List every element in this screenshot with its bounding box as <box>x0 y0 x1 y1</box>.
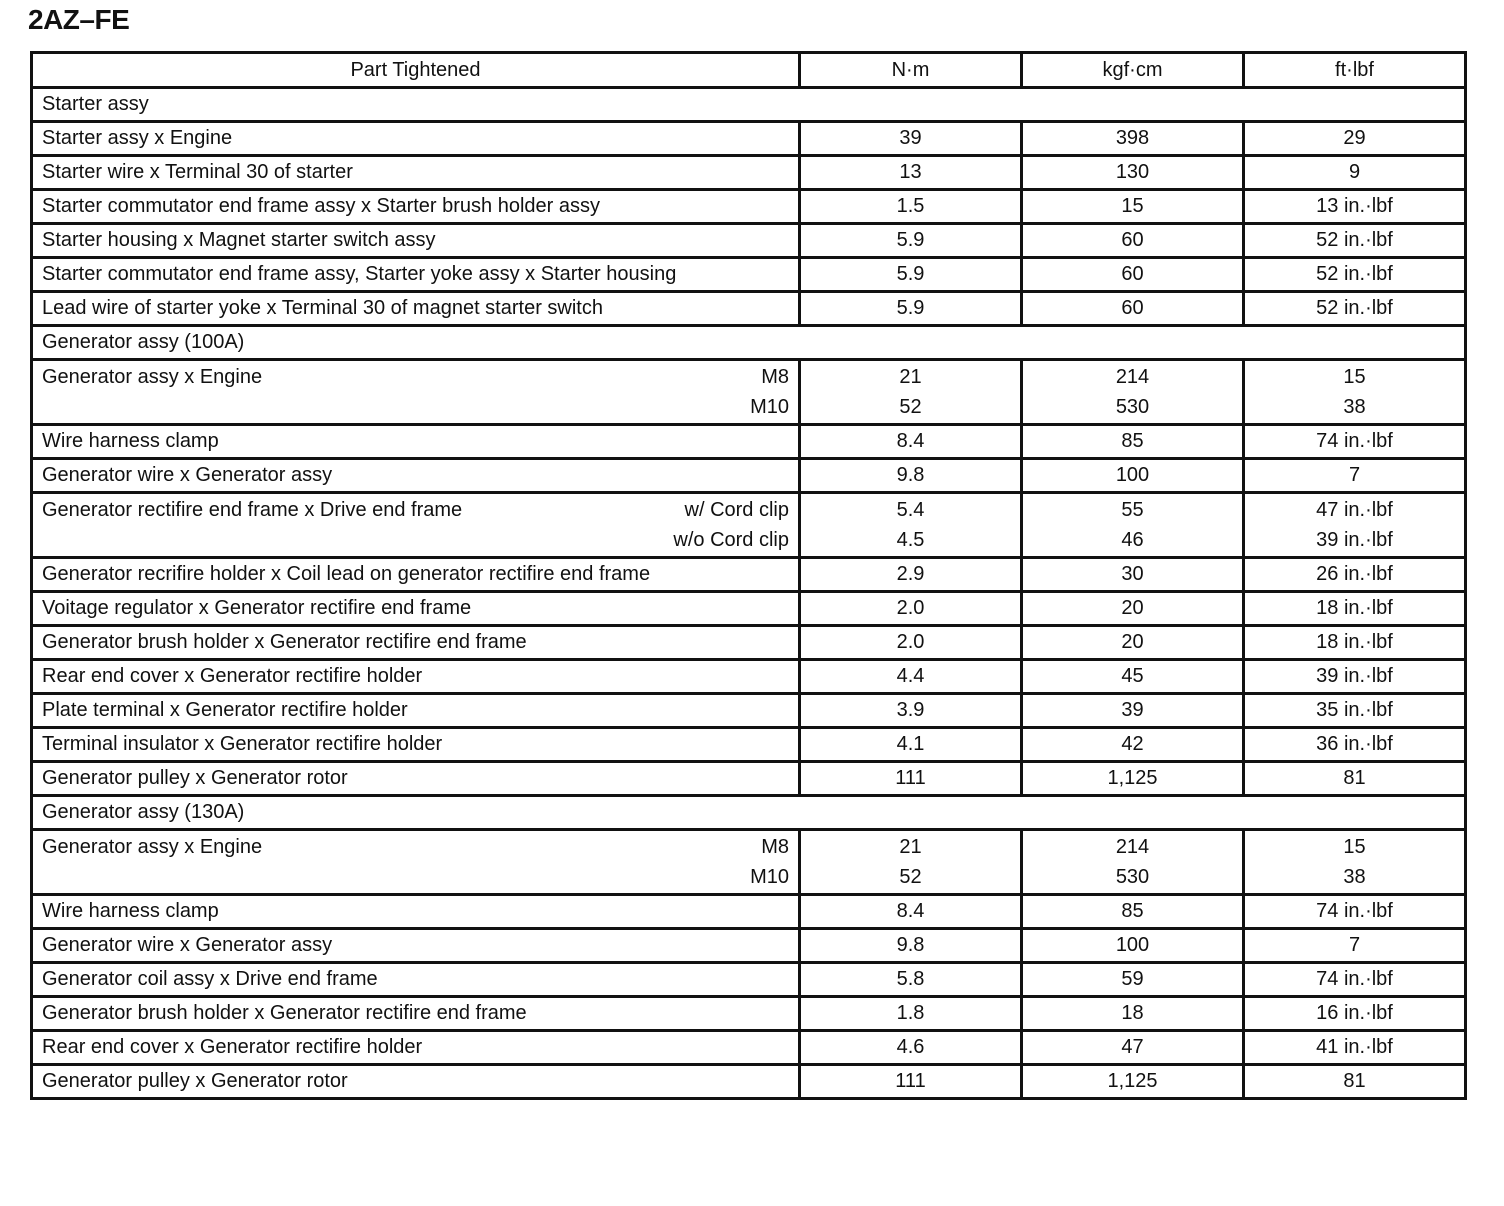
part-cell: Generator brush holder x Generator rectifire end frame <box>32 997 800 1031</box>
variant-label: w/ Cord clip <box>684 499 789 521</box>
nm-value: 9.8 <box>800 929 1022 963</box>
ft-value: 39 in.·lbf <box>1316 529 1393 551</box>
ft-value: 7 <box>1244 459 1466 493</box>
ft-value: 35 in.·lbf <box>1244 694 1466 728</box>
ft-value: 81 <box>1244 762 1466 796</box>
nm-value: 21 <box>899 366 922 388</box>
kgf-values <box>1032 495 1233 555</box>
ft-value: 74 in.·lbf <box>1244 425 1466 459</box>
table-row <box>32 1031 1466 1065</box>
part-cell: Rear end cover x Generator rectifire holder <box>32 1031 800 1065</box>
part-cell: Terminal insulator x Generator rectifire holder <box>32 728 800 762</box>
nm-cell <box>800 493 1022 558</box>
nm-value: 111 <box>800 1065 1022 1099</box>
nm-value: 5.9 <box>800 292 1022 326</box>
nm-value: 1.5 <box>800 190 1022 224</box>
nm-value: 5.8 <box>800 963 1022 997</box>
variant-label: w/o Cord clip <box>673 529 789 551</box>
part-cell: Wire harness clamp <box>32 425 800 459</box>
kgf-value: 55 <box>1121 499 1144 521</box>
kgf-value: 20 <box>1022 626 1244 660</box>
nm-value: 5.9 <box>800 224 1022 258</box>
nm-value: 5.9 <box>800 258 1022 292</box>
part-cell: Rear end cover x Generator rectifire holder <box>32 660 800 694</box>
nm-value: 21 <box>899 836 922 858</box>
kgf-value: 45 <box>1022 660 1244 694</box>
nm-value: 52 <box>899 866 922 888</box>
part-cell: Generator wire x Generator assy <box>32 929 800 963</box>
table-row <box>32 660 1466 694</box>
nm-value: 39 <box>800 122 1022 156</box>
kgf-cell <box>1022 493 1244 558</box>
ft-value: 39 in.·lbf <box>1244 660 1466 694</box>
part-cell <box>32 360 800 425</box>
header-kgf-cm: kgf·cm <box>1022 53 1244 88</box>
nm-value: 111 <box>800 762 1022 796</box>
kgf-value: 60 <box>1022 292 1244 326</box>
nm-value: 4.6 <box>800 1031 1022 1065</box>
table-row <box>32 493 1466 558</box>
part-cell: Starter commutator end frame assy, Starter yoke assy x Starter housing <box>32 258 800 292</box>
kgf-value: 530 <box>1115 396 1150 418</box>
nm-cell <box>800 360 1022 425</box>
table-row <box>32 190 1466 224</box>
nm-value: 1.8 <box>800 997 1022 1031</box>
ft-value: 13 in.·lbf <box>1244 190 1466 224</box>
ft-value: 74 in.·lbf <box>1244 895 1466 929</box>
table-row <box>32 292 1466 326</box>
table-row <box>32 694 1466 728</box>
part-cell: Wire harness clamp <box>32 895 800 929</box>
ft-value: 7 <box>1244 929 1466 963</box>
table-row <box>32 258 1466 292</box>
nm-value: 13 <box>800 156 1022 190</box>
table-row <box>32 830 1466 895</box>
section-title: Generator assy (130A) <box>32 796 1466 830</box>
part-cell: Plate terminal x Generator rectifire holder <box>32 694 800 728</box>
nm-cell <box>800 830 1022 895</box>
kgf-value: 15 <box>1022 190 1244 224</box>
part-label: Generator rectifire end frame x Drive end frame <box>42 499 463 521</box>
nm-value: 4.1 <box>800 728 1022 762</box>
ft-value: 81 <box>1244 1065 1466 1099</box>
table-row <box>32 626 1466 660</box>
section-row <box>32 88 1466 122</box>
variant-label: M8 <box>761 366 789 388</box>
ft-value: 36 in.·lbf <box>1244 728 1466 762</box>
part-cell: Starter assy x Engine <box>32 122 800 156</box>
kgf-cell <box>1022 830 1244 895</box>
ft-value: 26 in.·lbf <box>1244 558 1466 592</box>
kgf-value: 398 <box>1022 122 1244 156</box>
nm-value: 8.4 <box>800 425 1022 459</box>
part-cell: Starter commutator end frame assy x Starter brush holder assy <box>32 190 800 224</box>
part-cell: Generator pulley x Generator rotor <box>32 762 800 796</box>
ft-value: 16 in.·lbf <box>1244 997 1466 1031</box>
part-cell: Generator pulley x Generator rotor <box>32 1065 800 1099</box>
nm-values <box>810 362 1011 422</box>
table-body <box>32 88 1466 1099</box>
header-nm: N·m <box>800 53 1022 88</box>
part-cell-content <box>42 495 789 555</box>
header-part-tightened: Part Tightened <box>32 53 800 88</box>
kgf-value: 42 <box>1022 728 1244 762</box>
ft-value: 52 in.·lbf <box>1244 292 1466 326</box>
header-ft-lbf: ft·lbf <box>1244 53 1466 88</box>
kgf-value: 59 <box>1022 963 1244 997</box>
kgf-values <box>1032 362 1233 422</box>
part-cell: Generator recrifire holder x Coil lead on generator rectifire end frame <box>32 558 800 592</box>
part-label: Generator assy x Engine <box>42 836 263 858</box>
ft-value: 15 <box>1343 836 1366 858</box>
table-row <box>32 156 1466 190</box>
nm-value: 4.5 <box>896 529 925 551</box>
table-row <box>32 895 1466 929</box>
torque-spec-table <box>30 51 1467 1100</box>
nm-value: 2.0 <box>800 592 1022 626</box>
kgf-value: 85 <box>1022 895 1244 929</box>
nm-values <box>810 495 1011 555</box>
variant-label: M10 <box>750 396 789 418</box>
variant-labels <box>750 362 789 422</box>
part-cell: Generator coil assy x Drive end frame <box>32 963 800 997</box>
kgf-values <box>1032 832 1233 892</box>
nm-value: 3.9 <box>800 694 1022 728</box>
part-cell: Generator brush holder x Generator rectifire end frame <box>32 626 800 660</box>
section-title: Starter assy <box>32 88 1466 122</box>
ft-value: 29 <box>1244 122 1466 156</box>
page-title: 2AZ–FE <box>28 4 130 35</box>
kgf-value: 1,125 <box>1022 762 1244 796</box>
ft-value: 52 in.·lbf <box>1244 224 1466 258</box>
variant-label: M10 <box>750 866 789 888</box>
table-row <box>32 728 1466 762</box>
ft-value: 9 <box>1244 156 1466 190</box>
table-row <box>32 224 1466 258</box>
part-cell-content <box>42 832 789 892</box>
table-row <box>32 558 1466 592</box>
nm-value: 2.0 <box>800 626 1022 660</box>
nm-values <box>810 832 1011 892</box>
table-row <box>32 459 1466 493</box>
ft-values <box>1254 362 1455 422</box>
nm-value: 5.4 <box>896 499 925 521</box>
section-row <box>32 326 1466 360</box>
kgf-value: 18 <box>1022 997 1244 1031</box>
kgf-value: 60 <box>1022 258 1244 292</box>
kgf-value: 46 <box>1121 529 1144 551</box>
table-row <box>32 963 1466 997</box>
part-cell: Lead wire of starter yoke x Terminal 30 of magnet starter switch <box>32 292 800 326</box>
part-cell: Generator wire x Generator assy <box>32 459 800 493</box>
part-cell <box>32 493 800 558</box>
section-title: Generator assy (100A) <box>32 326 1466 360</box>
kgf-value: 85 <box>1022 425 1244 459</box>
ft-value: 15 <box>1343 366 1366 388</box>
ft-values <box>1254 495 1455 555</box>
table-row <box>32 1065 1466 1099</box>
kgf-value: 39 <box>1022 694 1244 728</box>
table-header-row <box>32 53 1466 88</box>
ft-value: 18 in.·lbf <box>1244 626 1466 660</box>
ft-value: 52 in.·lbf <box>1244 258 1466 292</box>
kgf-cell <box>1022 360 1244 425</box>
kgf-value: 214 <box>1115 366 1150 388</box>
ft-value: 38 <box>1343 396 1366 418</box>
table-row <box>32 762 1466 796</box>
kgf-value: 100 <box>1022 929 1244 963</box>
kgf-value: 47 <box>1022 1031 1244 1065</box>
kgf-value: 530 <box>1115 866 1150 888</box>
table-row <box>32 425 1466 459</box>
ft-cell <box>1244 493 1466 558</box>
kgf-value: 60 <box>1022 224 1244 258</box>
table-row <box>32 997 1466 1031</box>
table-row <box>32 360 1466 425</box>
variant-labels <box>673 495 789 555</box>
nm-value: 2.9 <box>800 558 1022 592</box>
ft-values <box>1254 832 1455 892</box>
kgf-value: 30 <box>1022 558 1244 592</box>
ft-value: 38 <box>1343 866 1366 888</box>
variant-labels <box>750 832 789 892</box>
part-cell: Voitage regulator x Generator rectifire end frame <box>32 592 800 626</box>
part-cell: Starter wire x Terminal 30 of starter <box>32 156 800 190</box>
part-cell <box>32 830 800 895</box>
variant-label: M8 <box>761 836 789 858</box>
ft-cell <box>1244 360 1466 425</box>
nm-value: 52 <box>899 396 922 418</box>
table-row <box>32 592 1466 626</box>
kgf-value: 214 <box>1115 836 1150 858</box>
ft-value: 47 in.·lbf <box>1316 499 1393 521</box>
ft-value: 74 in.·lbf <box>1244 963 1466 997</box>
nm-value: 9.8 <box>800 459 1022 493</box>
part-label: Generator assy x Engine <box>42 366 263 388</box>
kgf-value: 20 <box>1022 592 1244 626</box>
ft-value: 41 in.·lbf <box>1244 1031 1466 1065</box>
kgf-value: 100 <box>1022 459 1244 493</box>
table-row <box>32 122 1466 156</box>
part-cell: Starter housing x Magnet starter switch assy <box>32 224 800 258</box>
ft-value: 18 in.·lbf <box>1244 592 1466 626</box>
kgf-value: 130 <box>1022 156 1244 190</box>
section-row <box>32 796 1466 830</box>
part-cell-content <box>42 362 789 422</box>
table-row <box>32 929 1466 963</box>
nm-value: 4.4 <box>800 660 1022 694</box>
ft-cell <box>1244 830 1466 895</box>
kgf-value: 1,125 <box>1022 1065 1244 1099</box>
nm-value: 8.4 <box>800 895 1022 929</box>
